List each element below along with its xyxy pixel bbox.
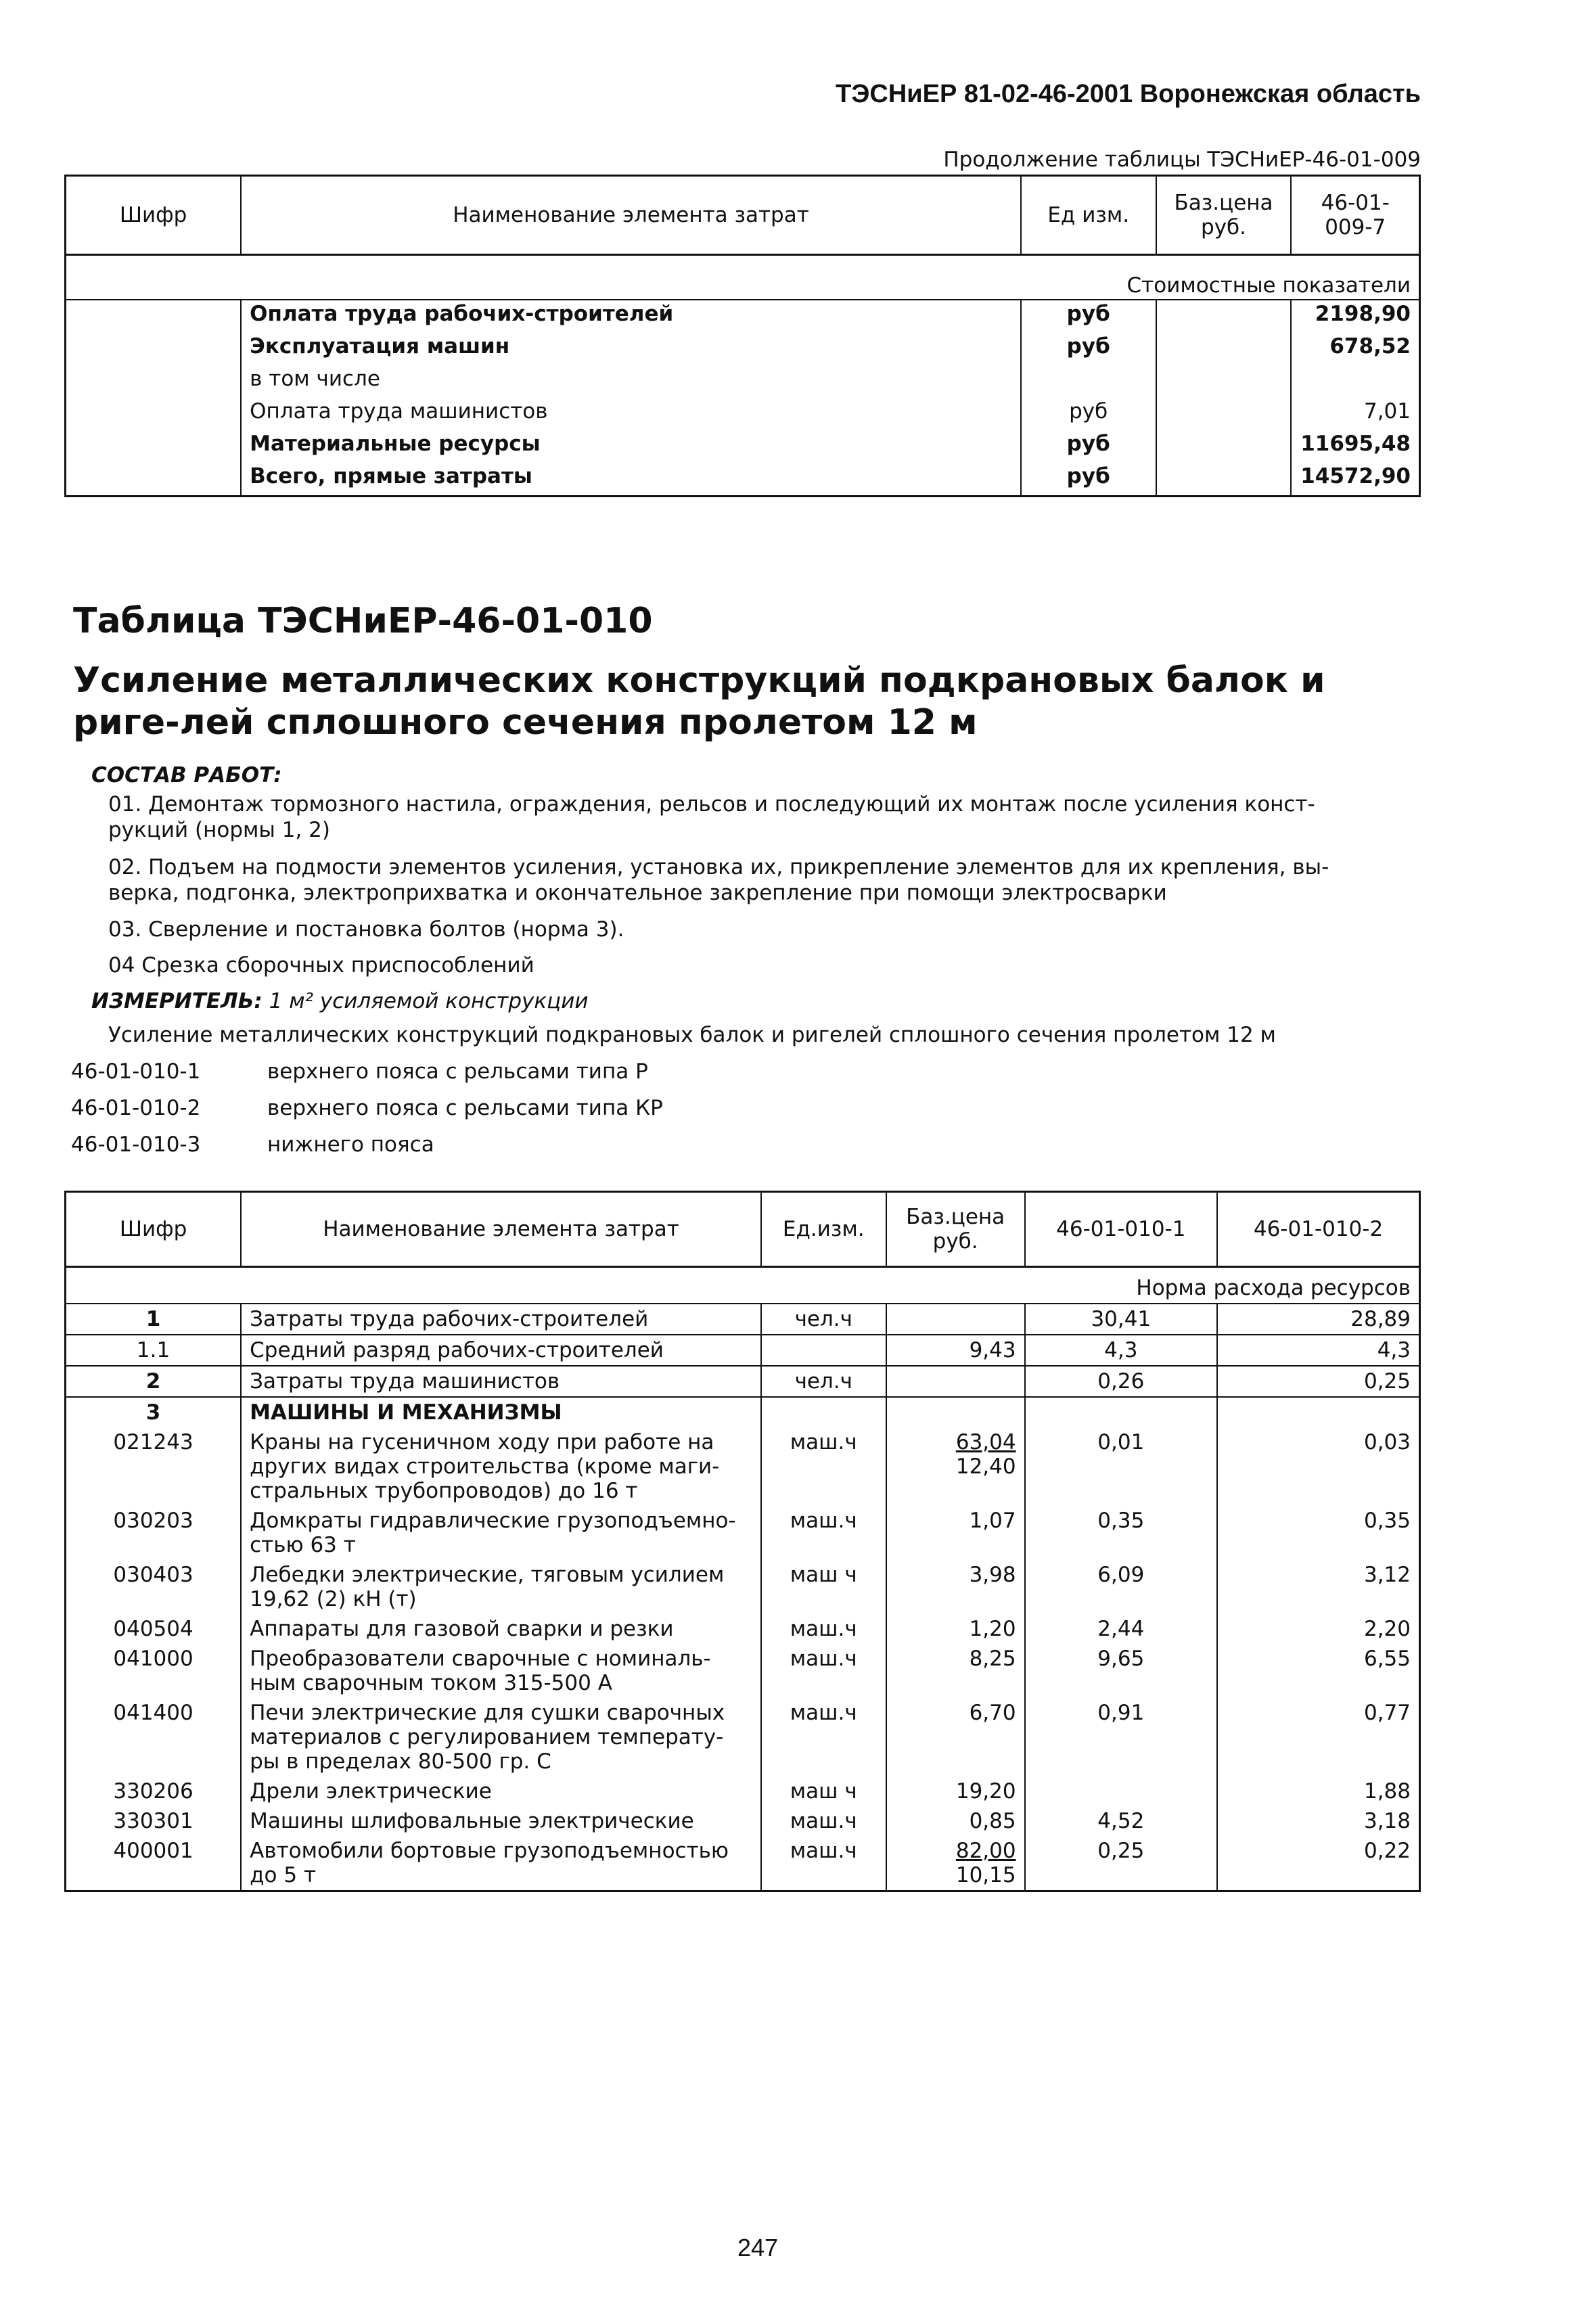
norm-cell: 9,65 [1025, 1644, 1217, 1698]
price-machinist: 10,15 [955, 1863, 1016, 1887]
norm-cell: 0,91 [1025, 1698, 1217, 1776]
work-line: рукций (нормы 1, 2) [108, 818, 330, 842]
work-line: 01. Демонтаж тормозного настила, ограждения, рельсов и последующий их монтаж после усиления конст- [108, 792, 1315, 817]
subheader: Стоимостные показатели [66, 255, 1420, 300]
norm-cell: 3,18 [1217, 1806, 1419, 1836]
unit-cell: руб [1021, 398, 1156, 430]
norm-cell: 6,55 [1217, 1644, 1419, 1698]
unit-cell: руб [1021, 300, 1156, 333]
cost-table-46-01-009 [64, 175, 1421, 497]
price-cell [886, 1397, 1025, 1427]
name-cell: Затраты труда машинистов [241, 1366, 761, 1397]
name-cell: Дрели электрические [241, 1776, 761, 1806]
document-header: ТЭСНиЕР 81-02-46-2001 Воронежская область [836, 80, 1421, 108]
name-cell: Оплата труда рабочих-строителей [241, 300, 1021, 333]
code-cell [66, 430, 242, 463]
code-cell: 2 [66, 1366, 242, 1397]
table-row [66, 1776, 1420, 1806]
norm-cell: 0,35 [1217, 1506, 1419, 1560]
price-value: 9,43 [969, 1338, 1016, 1362]
price-cell [886, 1644, 1025, 1698]
resource-table-46-01-010 [64, 1191, 1421, 1892]
column-header: Шифр [66, 1192, 242, 1267]
code-cell: 021243 [113, 1430, 193, 1454]
norm-cell: 28,89 [1217, 1304, 1419, 1335]
price-cell [886, 1304, 1025, 1335]
norm-cell: 0,77 [1217, 1698, 1419, 1776]
code-desc: верхнего пояса с рельсами типа Р [267, 1059, 648, 1084]
unit-cell: руб [1021, 430, 1156, 463]
unit-cell: маш.ч [761, 1506, 886, 1560]
value-cell: 2198,90 [1291, 300, 1419, 333]
price-value: 19,20 [955, 1779, 1016, 1804]
code-cell: 030403 [113, 1563, 193, 1587]
price-value: 0,85 [969, 1809, 1016, 1833]
unit-cell: маш.ч [761, 1836, 886, 1891]
table-row [66, 1427, 1420, 1506]
value-cell: 678,52 [1291, 333, 1419, 365]
unit-cell: маш.ч [761, 1806, 886, 1836]
meter-text: 1 м² усиляемой конструкции [269, 989, 589, 1013]
table-title: Таблица ТЭСНиЕР-46-01-010 [73, 601, 653, 641]
table-row [66, 1366, 1420, 1397]
table-row [66, 1560, 1420, 1614]
unit-cell: маш.ч [761, 1427, 886, 1506]
code-cell: 040504 [113, 1617, 193, 1641]
name-cell: Оплата труда машинистов [241, 398, 1021, 430]
price-value: 1,07 [969, 1509, 1016, 1533]
column-header: Баз.цена руб. [1156, 176, 1292, 255]
subheader: Норма расхода ресурсов [66, 1267, 1420, 1304]
table-row [66, 1644, 1420, 1698]
code-cell [66, 398, 242, 430]
price-cell [1156, 463, 1292, 497]
price-value: 1,20 [969, 1617, 1016, 1641]
value-cell: 11695,48 [1291, 430, 1419, 463]
name-cell: Краны на гусеничном ходу при работе на других видах строительства (кроме маги-стральных трубопроводов) до 16 т [241, 1427, 761, 1506]
unit-cell: маш ч [761, 1560, 886, 1614]
norm-cell: 0,35 [1025, 1506, 1217, 1560]
table-row [66, 1335, 1420, 1366]
norm-cell: 4,3 [1025, 1335, 1217, 1366]
name-cell: Затраты труда рабочих-строителей [241, 1304, 761, 1335]
norm-cell: 0,22 [1217, 1836, 1419, 1891]
table-row [66, 1614, 1420, 1644]
norm-cell: 4,52 [1025, 1806, 1217, 1836]
norm-cell: 4,3 [1217, 1335, 1419, 1366]
code-cell: 3 [145, 1400, 161, 1425]
unit-cell: маш.ч [761, 1698, 886, 1776]
unit-cell: маш.ч [761, 1644, 886, 1698]
table-row [66, 1397, 1420, 1427]
code-cell: 330301 [113, 1809, 193, 1833]
table-row [66, 365, 1420, 398]
price-cell [886, 1427, 1025, 1506]
name-cell: в том числе [241, 365, 1021, 398]
name-cell: Всего, прямые затраты [241, 463, 1021, 497]
price-cell [886, 1806, 1025, 1836]
table-header-row [66, 176, 1420, 255]
table-row [66, 1836, 1420, 1891]
code-id: 46-01-010-3 [71, 1132, 201, 1157]
code-cell [66, 365, 242, 398]
price-cell [886, 1560, 1025, 1614]
composition-title: СОСТАВ РАБОТ: [91, 763, 282, 787]
name-cell: Преобразователи сварочные с номиналь-ным сварочным током 315-500 А [241, 1644, 761, 1698]
unit-cell [1021, 365, 1156, 398]
code-cell: 400001 [113, 1839, 193, 1863]
unit-cell [761, 1335, 886, 1366]
table-header-row [66, 1192, 1420, 1267]
price-cell [886, 1776, 1025, 1806]
price-value: 63,04 [955, 1430, 1016, 1454]
work-line: 04 Срезка сборочных приспособлений [108, 953, 534, 978]
name-cell: Средний разряд рабочих-строителей [241, 1335, 761, 1366]
unit-cell: маш.ч [761, 1614, 886, 1644]
norm-cell: 2,44 [1025, 1614, 1217, 1644]
table-row [66, 463, 1420, 497]
price-cell [886, 1614, 1025, 1644]
column-header: Шифр [66, 176, 242, 255]
price-cell [1156, 365, 1292, 398]
table-row [66, 1506, 1420, 1560]
price-value: 6,70 [969, 1701, 1016, 1725]
table-row [66, 398, 1420, 430]
name-cell: Эксплуатация машин [241, 333, 1021, 365]
norm-cell: 6,09 [1025, 1560, 1217, 1614]
norm-cell: 0,25 [1217, 1366, 1419, 1397]
norm-cell [1025, 1397, 1217, 1427]
price-cell [886, 1506, 1025, 1560]
column-header: Баз.цена руб. [886, 1192, 1025, 1267]
meter [91, 989, 589, 1013]
work-line: 03. Сверление и постановка болтов (норма 3). [108, 917, 624, 942]
price-cell [1156, 430, 1292, 463]
unit-cell: чел.ч [761, 1304, 886, 1335]
table-name: Усиление металлических конструкций подкрановых балок и риге-лей сплошного сечения пролетом 12 м [73, 660, 1325, 743]
name-cell: Лебедки электрические, тяговым усилием 19,62 (2) кН (т) [241, 1560, 761, 1614]
code-cell: 330206 [113, 1779, 193, 1804]
price-machinist: 12,40 [955, 1454, 1016, 1479]
column-header: Наименование элемента затрат [241, 176, 1021, 255]
table-row [66, 300, 1420, 333]
name-cell: Печи электрические для сушки сварочных материалов с регулированием температу-ры в пределах 80-500 гр. С [241, 1698, 761, 1776]
table-row [66, 1304, 1420, 1335]
norm-cell: 0,01 [1025, 1427, 1217, 1506]
norm-cell [1217, 1397, 1419, 1427]
price-cell [886, 1698, 1025, 1776]
price-cell [1156, 333, 1292, 365]
name-cell: Материальные ресурсы [241, 430, 1021, 463]
price-value: 3,98 [969, 1563, 1016, 1587]
norm-cell: 0,26 [1025, 1366, 1217, 1397]
table-row [66, 333, 1420, 365]
price-value: 8,25 [969, 1647, 1016, 1671]
unit-cell: руб [1021, 463, 1156, 497]
code-cell: 041400 [113, 1701, 193, 1725]
price-cell [886, 1836, 1025, 1891]
norm-cell: 0,25 [1025, 1836, 1217, 1891]
unit-cell: чел.ч [761, 1366, 886, 1397]
unit-cell: руб [1021, 333, 1156, 365]
norm-cell: 30,41 [1025, 1304, 1217, 1335]
price-value: 82,00 [955, 1839, 1016, 1863]
column-header: Наименование элемента затрат [241, 1192, 761, 1267]
norm-cell: 2,20 [1217, 1614, 1419, 1644]
column-header: Ед.изм. [761, 1192, 886, 1267]
work-line: верка, подгонка, электроприхватка и окончательное закрепление при помощи электросварки [108, 881, 1167, 905]
work-line: 02. Подъем на подмости элементов усиления, установка их, прикрепление элементов для их крепления, вы- [108, 855, 1329, 879]
code-cell: 1.1 [66, 1335, 242, 1366]
code-cell [66, 463, 242, 497]
code-cell [66, 300, 242, 333]
value-cell: 14572,90 [1291, 463, 1419, 497]
full-name: Усиление металлических конструкций подкрановых балок и ригелей сплошного сечения пролетом 12 м [108, 1023, 1276, 1047]
value-cell [1291, 365, 1419, 398]
column-header: 46-01-010-2 [1217, 1192, 1419, 1267]
name-cell: Домкраты гидравлические грузоподъемно-стью 63 т [241, 1506, 761, 1560]
column-header: Ед изм. [1021, 176, 1156, 255]
name-cell: Машины шлифовальные электрические [241, 1806, 761, 1836]
code-cell: 1 [66, 1304, 242, 1335]
continuation-note: Продолжение таблицы ТЭСНиЕР-46-01-009 [943, 147, 1421, 172]
value-cell: 7,01 [1291, 398, 1419, 430]
unit-cell: маш ч [761, 1776, 886, 1806]
unit-cell [761, 1397, 886, 1427]
price-cell [1156, 398, 1292, 430]
name-cell: Аппараты для газовой сварки и резки [241, 1614, 761, 1644]
norm-cell: 3,12 [1217, 1560, 1419, 1614]
code-desc: нижнего пояса [267, 1132, 434, 1157]
norm-cell [1025, 1776, 1217, 1806]
page-number: 247 [737, 2234, 779, 2261]
table-row [66, 1698, 1420, 1776]
code-desc: верхнего пояса с рельсами типа КР [267, 1096, 663, 1120]
code-id: 46-01-010-2 [71, 1096, 201, 1120]
meter-title: ИЗМЕРИТЕЛЬ: [91, 989, 263, 1013]
code-cell [66, 333, 242, 365]
code-id: 46-01-010-1 [71, 1059, 201, 1084]
norm-cell: 1,88 [1217, 1776, 1419, 1806]
price-cell [886, 1366, 1025, 1397]
price-cell [1156, 300, 1292, 333]
price-cell [886, 1335, 1025, 1366]
table-row [66, 430, 1420, 463]
code-cell: 030203 [113, 1509, 193, 1533]
norm-cell: 0,03 [1217, 1427, 1419, 1506]
name-cell: Автомобили бортовые грузоподъемностью до 5 т [241, 1836, 761, 1891]
column-header: 46-01-010-1 [1025, 1192, 1217, 1267]
column-header: 46-01-009-7 [1291, 176, 1419, 255]
name-cell: МАШИНЫ И МЕХАНИЗМЫ [241, 1397, 761, 1427]
code-cell: 041000 [113, 1647, 193, 1671]
table-row [66, 1806, 1420, 1836]
